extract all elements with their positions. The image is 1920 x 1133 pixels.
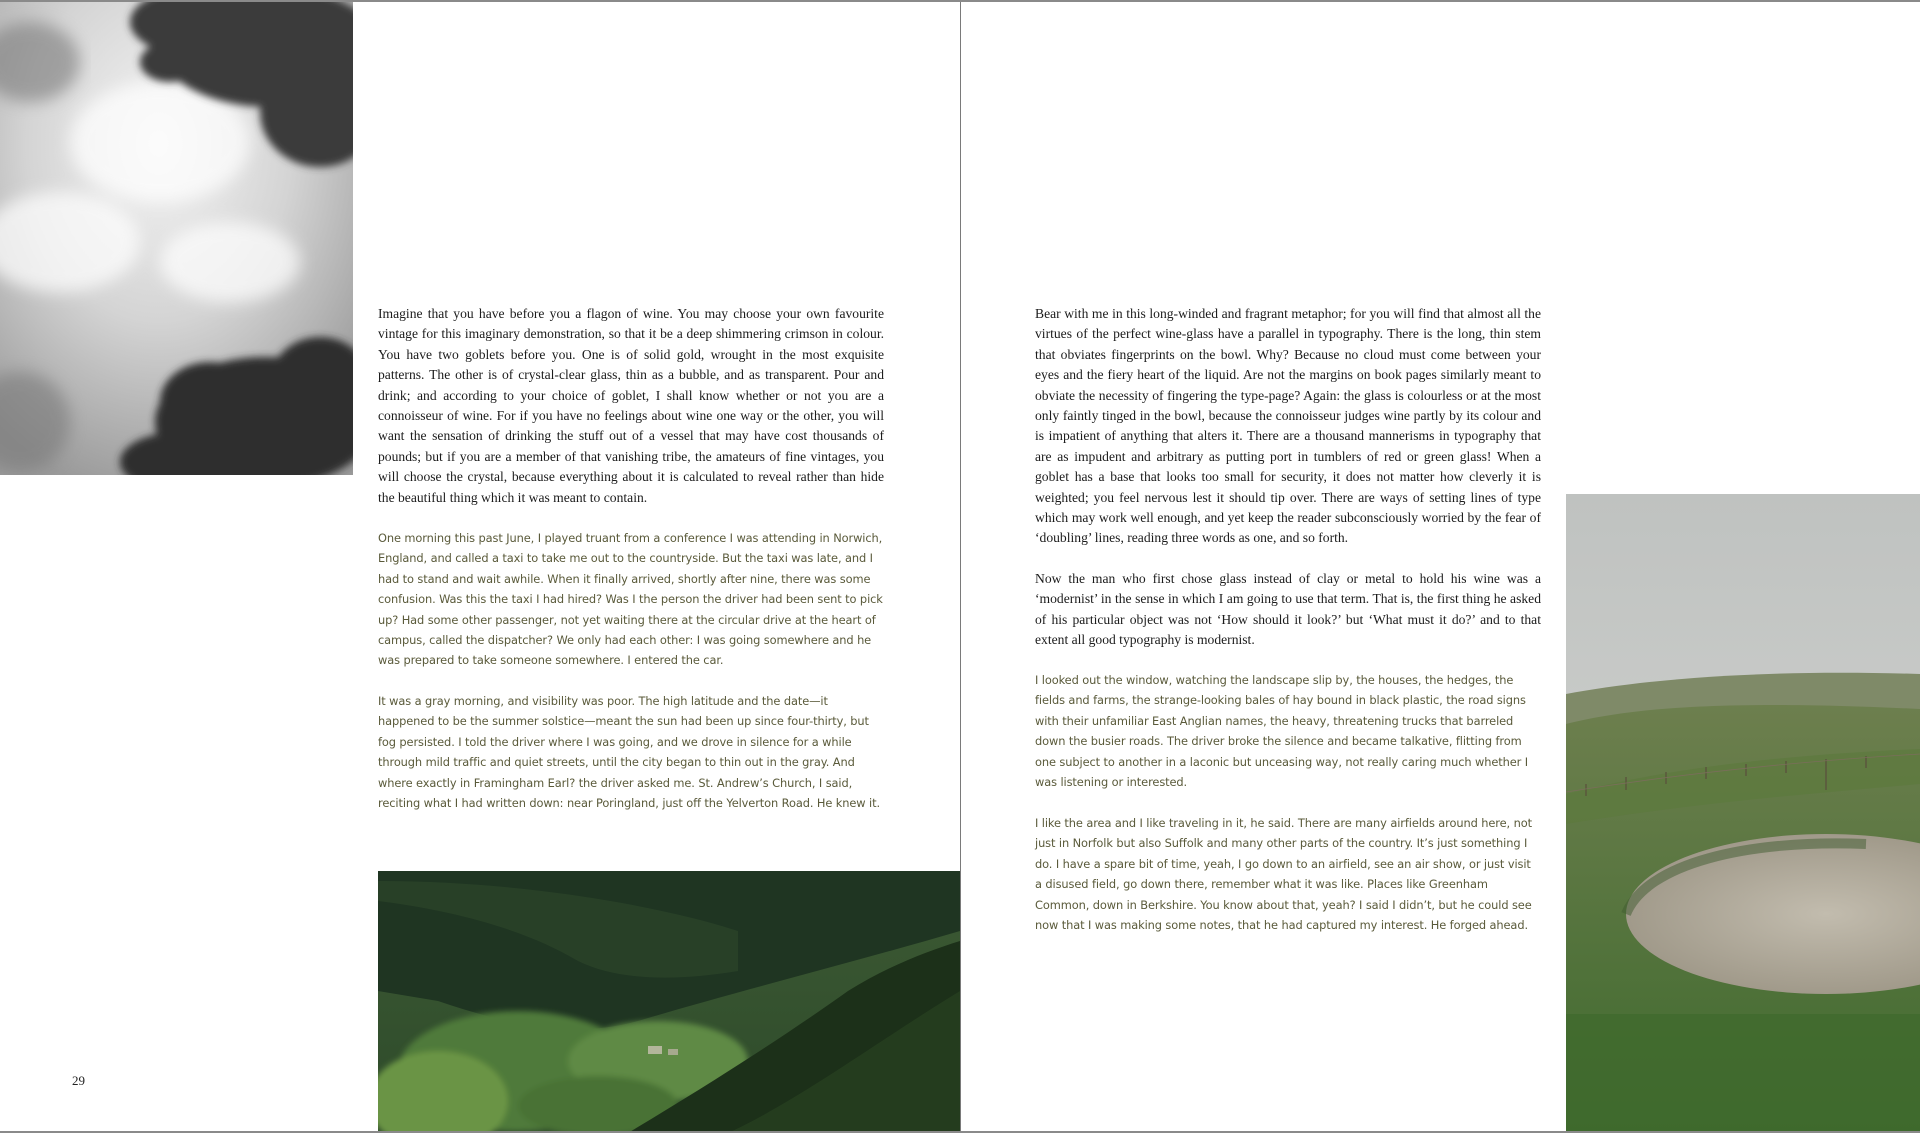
body-paragraph: Now the man who first chose glass instead of clay or metal to hold his wine was a ‘modernist’ in the sense in which I am going to use that term. That is, the first thing he asked of his particular object was not ‘How should it look?’ but ‘What must it do?’ and to that extent all good typography is modernist.	[1035, 571, 1541, 648]
body-paragraph: Bear with me in this long-winded and fragrant metaphor; for you will find that almost all the virtues of the perfect wine-glass have a parallel in typography. There is the long, thin stem that obviates fingerprints on the bowl. Why? Because no cloud must come between your eyes and the fiery heart of the liquid. Are not the margins on book pages similarly meant to obviate the necessity of fingering the type-page? Again: the glass is colourless or at the most only faintly tinged in the bowl, because the connoisseur judges wine partly by its colour and is impatient of anything that alters it. There are a thousand mannerisms in typography that are as impudent and arbitrary as putting port in tumblers of red or green glass! When a goblet has a base that looks too small for security, it does not matter how cleverly it is weighted; you feel nervous lest it should tip over. There are ways of setting lines of type which may work well enough, and yet keep the reader subconsciously worried by the fear of ‘doubling’ lines, reading three words as one, and so forth.	[1035, 306, 1541, 546]
body-paragraph: I like the area and I like traveling in it, he said. There are many airfields around here, not just in Norfolk but also Suffolk and many other parts of the country. It’s just something I do. I have a spare bit of time, yeah, I go down to an airfield, see an air show, or just visit a disused field, go down there, remember what it was like. Places like Greenham Common, down in Berkshire. You know about that, yeah? I said I didn’t, but he could see now that I was making some notes, that he had captured my interest. He forged ahead.	[1035, 816, 1532, 933]
body-paragraph: It was a gray morning, and visibility was poor. The high latitude and the date—it happened to be the summer solstice—meant the sun had been up since four-thirty, but fog persisted. I told the driver where I was going, and we drove in silence for a while through mild traffic and quiet streets, until the city began to thin out in the gray. And where exactly in Framingham Earl? the driver asked me. St. Andrew’s Church, I said, reciting what I had written down: near Poringland, just off the Yelverton Road. He knew it.	[378, 694, 880, 811]
forest-valley-photo	[378, 871, 960, 1133]
cloud-sky-photo	[0, 2, 353, 475]
body-paragraph: I looked out the window, watching the landscape slip by, the houses, the hedges, the fields and farms, the strange-looking bales of hay bound in black plastic, the road signs with their unfamiliar East Anglian names, the heavy, threatening trucks that barreled down the busier roads. The driver broke the silence and became talkative, flitting from one subject to another in a laconic but unceasing way, not really caring much whether I was listening or interested.	[1035, 673, 1529, 790]
page-number: 29	[72, 1073, 85, 1088]
countryside-pond-photo	[1566, 494, 1920, 1133]
page-gutter-divider	[960, 2, 961, 1133]
body-paragraph: Imagine that you have before you a flagon of wine. You may choose your own favourite vintage for this imaginary demonstration, so that it be a deep shimmering crimson in colour. You have two goblets before you. One is of solid gold, wrought in the most exquisite patterns. The other is of crystal-clear glass, thin as a bubble, and as transparent. Pour and drink; and according to your choice of goblet, I shall know whether or not you are a connoisseur of wine. For if you have no feelings about wine one way or the other, you will want the sensation of drinking the stuff out of a vessel that may have cost thousands of pounds; but if you are a member of that vanishing tribe, the amateurs of fine vintages, you will choose the crystal, because everything about it is calculated to reveal rather than hide the beautiful thing which it was meant to contain.	[378, 306, 884, 505]
body-paragraph: One morning this past June, I played truant from a conference I was attending in Norwich, England, and called a taxi to take me out to the countryside. But the taxi was late, and I had to stand and wait awhile. When it finally arrived, shortly after nine, there was some confusion. Was this the taxi I had hired? Was I the person the driver had been sent to pick up? Had some other passenger, not yet waiting there at the circular drive at the heart of campus, called the dispatcher? We only had each other: I was going somewhere and he was prepared to take someone somewhere. I entered the car.	[378, 531, 883, 668]
